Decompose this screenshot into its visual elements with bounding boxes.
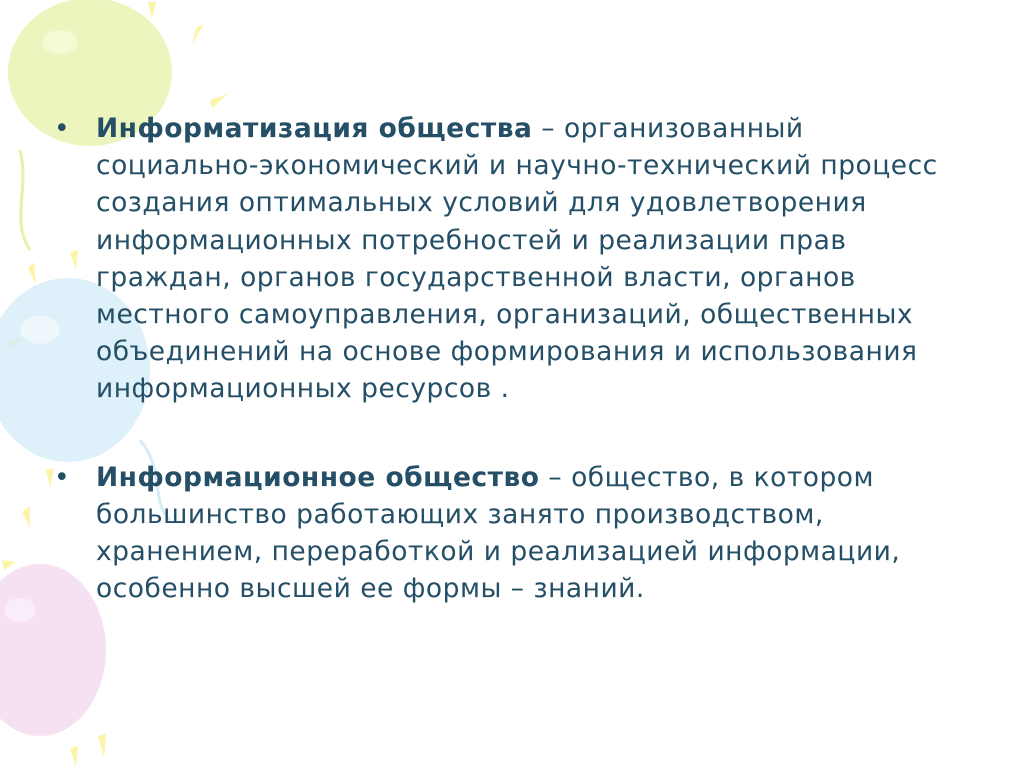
bullet-term: Информатизация общества xyxy=(96,113,533,144)
bullet-text: – общество, в котором большинство работающих занято производством, хранением, переработкой и реализацией информации, особенно высшей ее формы – знаний. xyxy=(96,461,901,605)
bullet-list xyxy=(54,110,954,607)
bullet-term: Информационное общество xyxy=(96,461,540,493)
bullet-marker: • xyxy=(54,461,71,493)
bullet-marker: • xyxy=(54,113,71,144)
bullet-item-information-society xyxy=(54,459,954,608)
bullet-item-informatization xyxy=(54,110,954,408)
bullet-text: – организованный социально-экономический и научно-технический процесс создания оптимальных условий для удовлетворения информационных потребностей и реализации прав граждан, органов государственной власти, органов местного самоуправления, организаций, общественных объединений на основе формирования и использования информационных ресурсов . xyxy=(96,113,938,405)
